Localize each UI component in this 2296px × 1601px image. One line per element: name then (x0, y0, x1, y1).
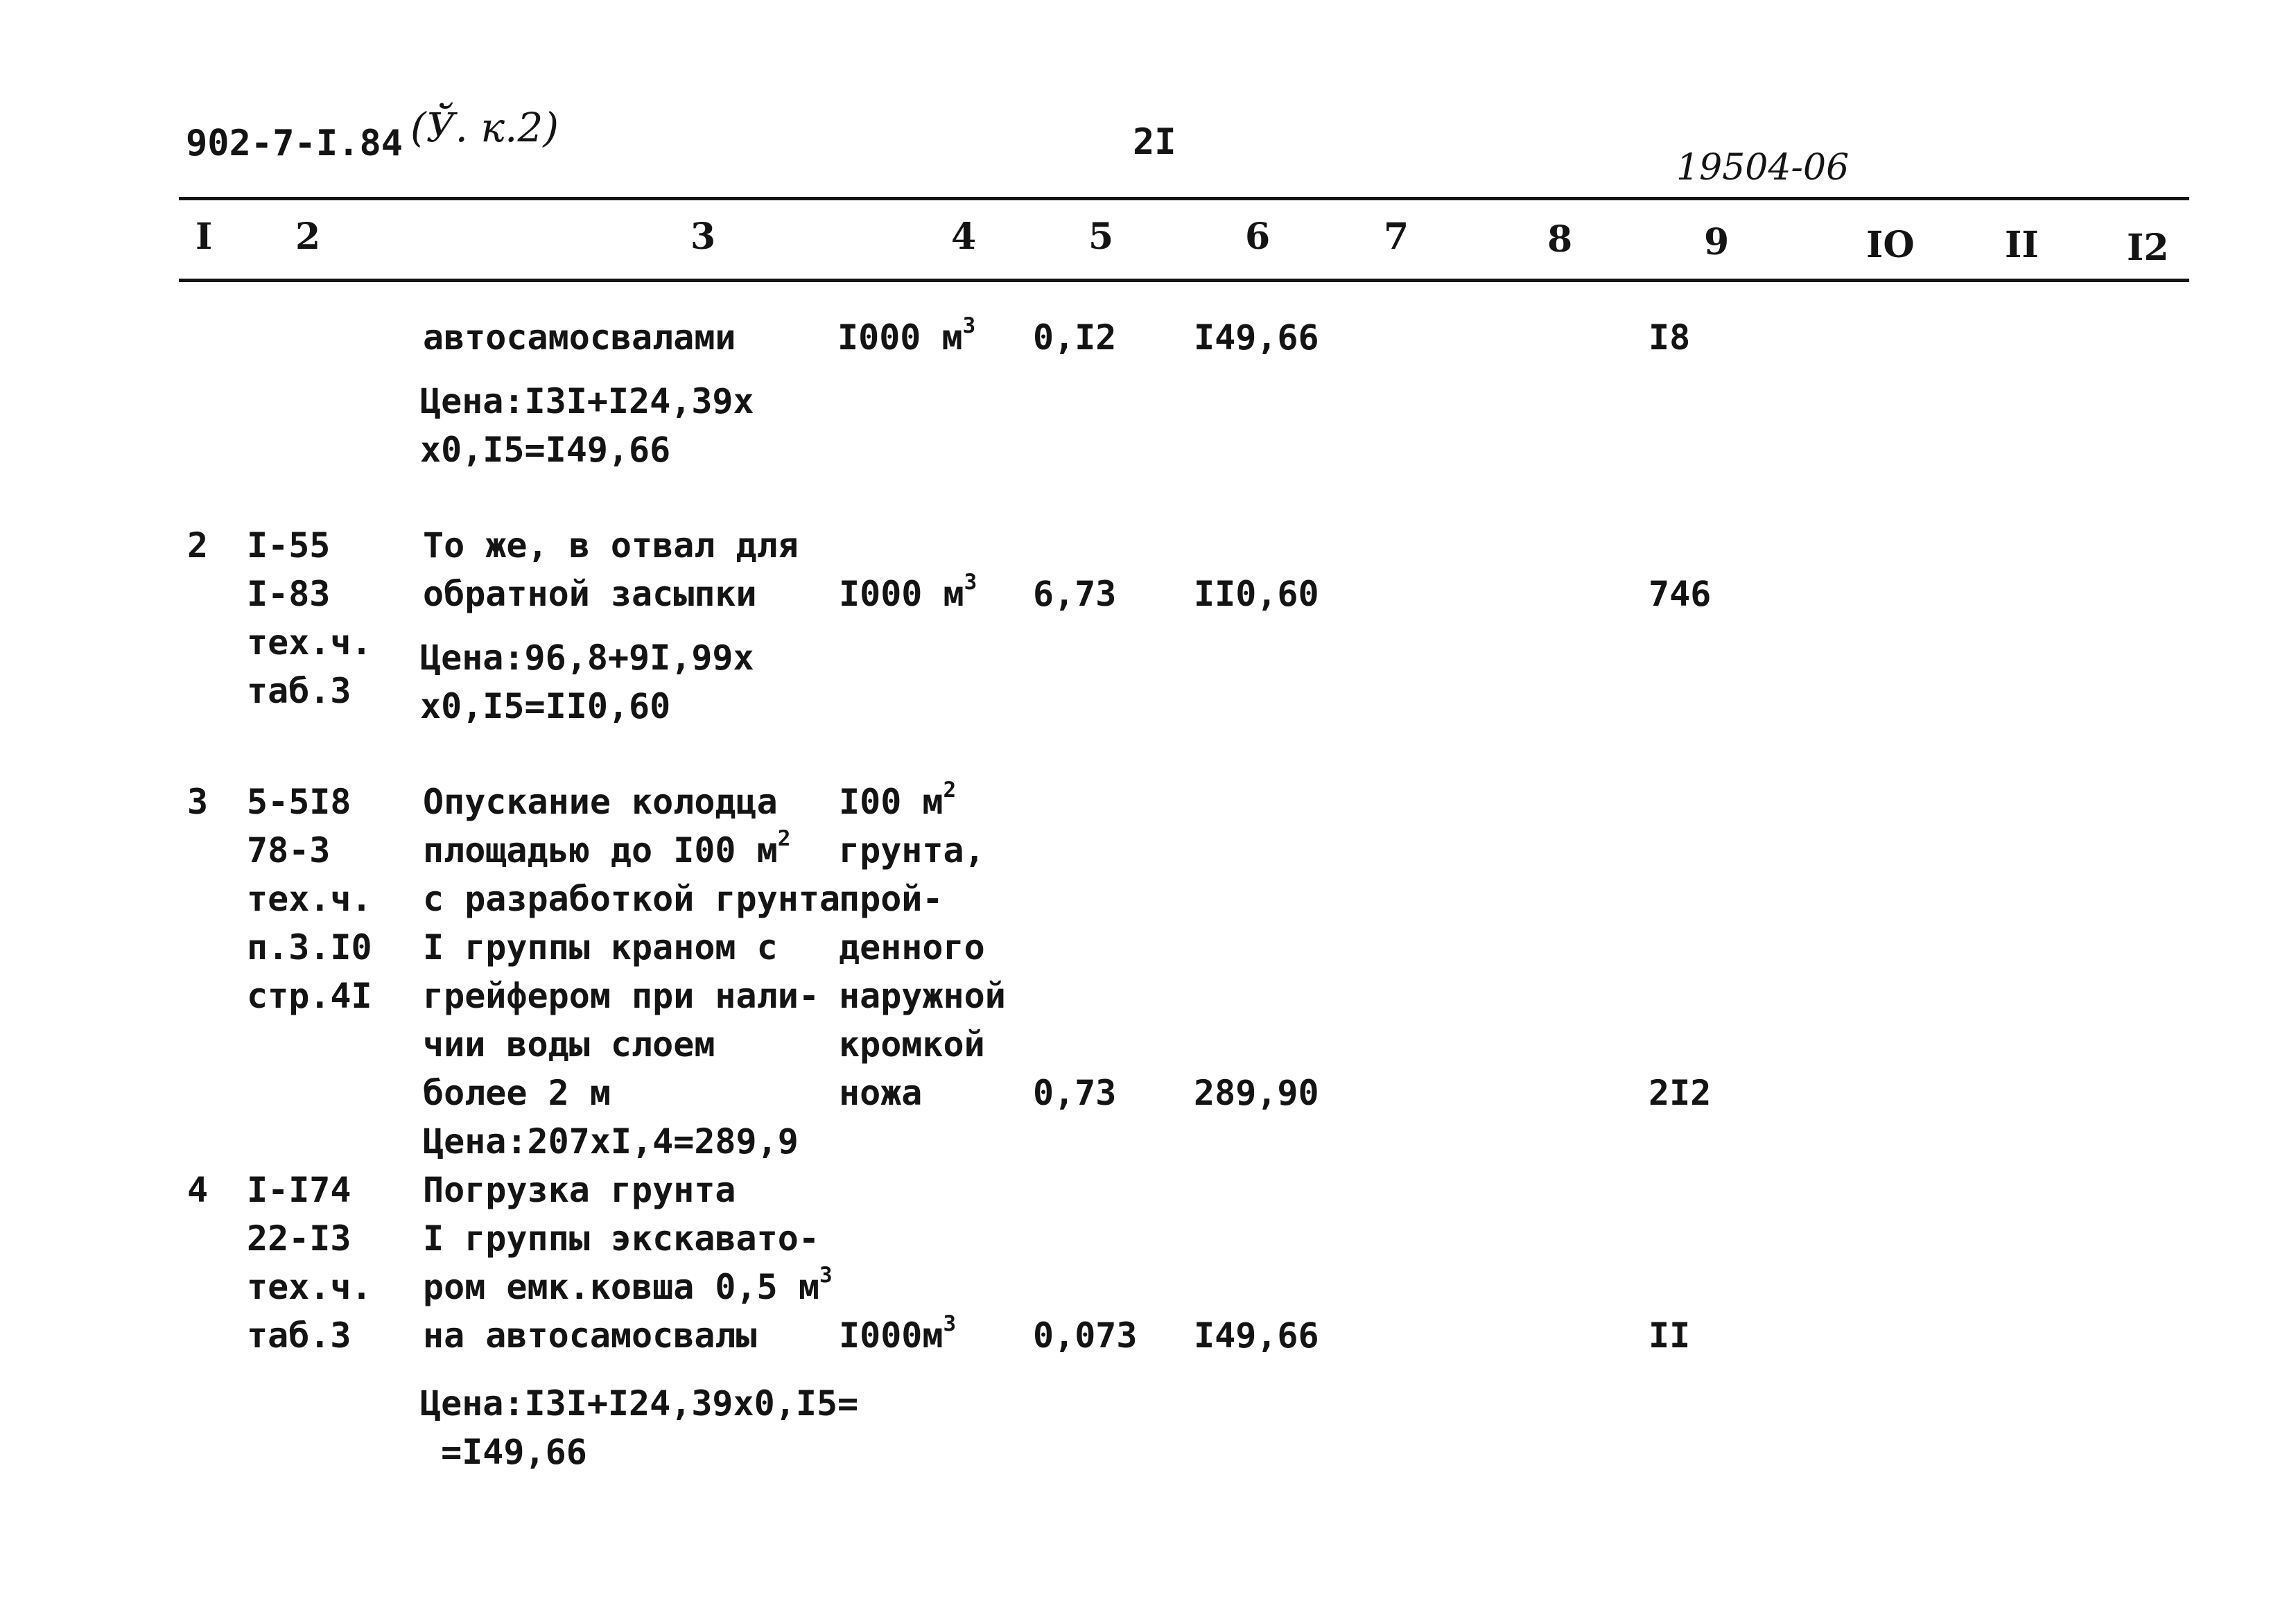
row-price: II0,60 (1194, 574, 1319, 614)
column-number: 6 (1245, 216, 1271, 258)
row-unit-line: кромкой (839, 1024, 985, 1065)
row-col9-value: I8 (1649, 317, 1691, 358)
row-description-line: чии воды слоем (423, 1024, 715, 1065)
column-number: 4 (951, 216, 977, 258)
row-col9-value: 2I2 (1649, 1073, 1712, 1113)
row-unit: I000 $м^3$ (837, 313, 976, 358)
row-number: 2 (187, 525, 209, 566)
row-description-line: I группы экскавато- (423, 1218, 819, 1259)
row-unit-line: ножа (839, 1073, 923, 1113)
row-code-line: стр.4I (247, 976, 372, 1016)
row-description-line: более 2 м (423, 1073, 611, 1113)
row-code-line: тех.ч. (247, 1267, 372, 1307)
column-number: I2 (2127, 227, 2169, 269)
row-description-line: площадью до I00 $м^2$ (423, 826, 791, 871)
row-unit-line: денного (839, 927, 985, 968)
row-description-line: с разработкой грунта (423, 879, 841, 919)
column-number: 3 (690, 216, 716, 258)
row-code-line: таб.3 (247, 1315, 351, 1356)
row-code-line: 5-5I8 (247, 782, 351, 822)
volume-note: (Ў. к.2) (410, 104, 559, 151)
row-price-note-line: Цена:I3I+I24,39х (420, 381, 754, 421)
row-description-line: автосамосвалами (423, 317, 736, 358)
column-number: 9 (1704, 221, 1730, 263)
row-code-line: тех.ч. (247, 622, 372, 663)
row-code-line: п.3.I0 (247, 927, 372, 968)
row-price: I49,66 (1194, 1315, 1319, 1356)
column-number: 7 (1384, 216, 1409, 258)
row-code-line: I-I74 (247, 1170, 351, 1210)
column-number: 5 (1088, 216, 1114, 258)
row-description-line: обратной засыпки (423, 574, 757, 614)
row-unit: I000 $м^3$ (839, 570, 977, 614)
row-col9-value: II (1649, 1315, 1691, 1356)
page-number: 2I (1133, 121, 1176, 163)
archive-number: 19504-06 (1676, 147, 1850, 189)
row-unit-line: грунта, (839, 830, 985, 871)
row-price-note-line: х0,I5=I49,66 (420, 430, 671, 470)
row-description-line: грейфером при нали- (423, 976, 819, 1016)
row-number: 3 (187, 782, 209, 822)
row-price-note-line: Цена:I3I+I24,39х0,I5= (420, 1383, 859, 1424)
row-price-note-line: Цена:96,8+9I,99х (420, 638, 754, 678)
column-number: 2 (295, 216, 321, 258)
row-unit-line: I00 $м^2$ (839, 778, 957, 822)
table-top-rule (179, 197, 2189, 200)
row-unit-line: наружной (839, 976, 1006, 1016)
column-number: II (2005, 224, 2039, 266)
table-header-bottom-rule (179, 279, 2189, 282)
row-description-line: ром емк.ковша 0,5 $м^3$ (423, 1263, 833, 1307)
row-description-line: Цена:207хI,4=289,9 (423, 1121, 799, 1162)
row-description-line: То же, в отвал для (423, 525, 799, 566)
row-description-line: на автосамосвалы (423, 1315, 757, 1356)
row-number: 4 (187, 1170, 209, 1210)
column-number: 8 (1547, 218, 1573, 261)
column-number: I (195, 216, 213, 258)
column-number: IO (1866, 224, 1915, 266)
row-code-line: 78-3 (247, 830, 331, 871)
row-price-note-line: =I49,66 (420, 1432, 587, 1472)
row-description-line: I группы краном с (423, 927, 778, 968)
row-code-line: таб.3 (247, 671, 351, 711)
row-code-line: I-55 (247, 525, 331, 566)
row-price-note-line: х0,I5=II0,60 (420, 686, 671, 726)
row-col9-value: 746 (1649, 574, 1712, 614)
row-unit: $I000м^3$ (839, 1311, 957, 1356)
row-code-line: 22-I3 (247, 1218, 351, 1259)
row-quantity: 0,73 (1033, 1073, 1117, 1113)
row-quantity: 0,I2 (1033, 317, 1117, 358)
row-quantity: 6,73 (1033, 574, 1117, 614)
row-unit-line: прой- (839, 879, 943, 919)
document-code: 902-7-I.84 (186, 123, 403, 164)
row-code-line: I-83 (247, 574, 331, 614)
row-description-line: Погрузка грунта (423, 1170, 736, 1210)
row-description-line: Опускание колодца (423, 782, 778, 822)
row-quantity: 0,073 (1033, 1315, 1138, 1356)
row-price: 289,90 (1194, 1073, 1319, 1113)
row-code-line: тех.ч. (247, 879, 372, 919)
row-price: I49,66 (1194, 317, 1319, 358)
